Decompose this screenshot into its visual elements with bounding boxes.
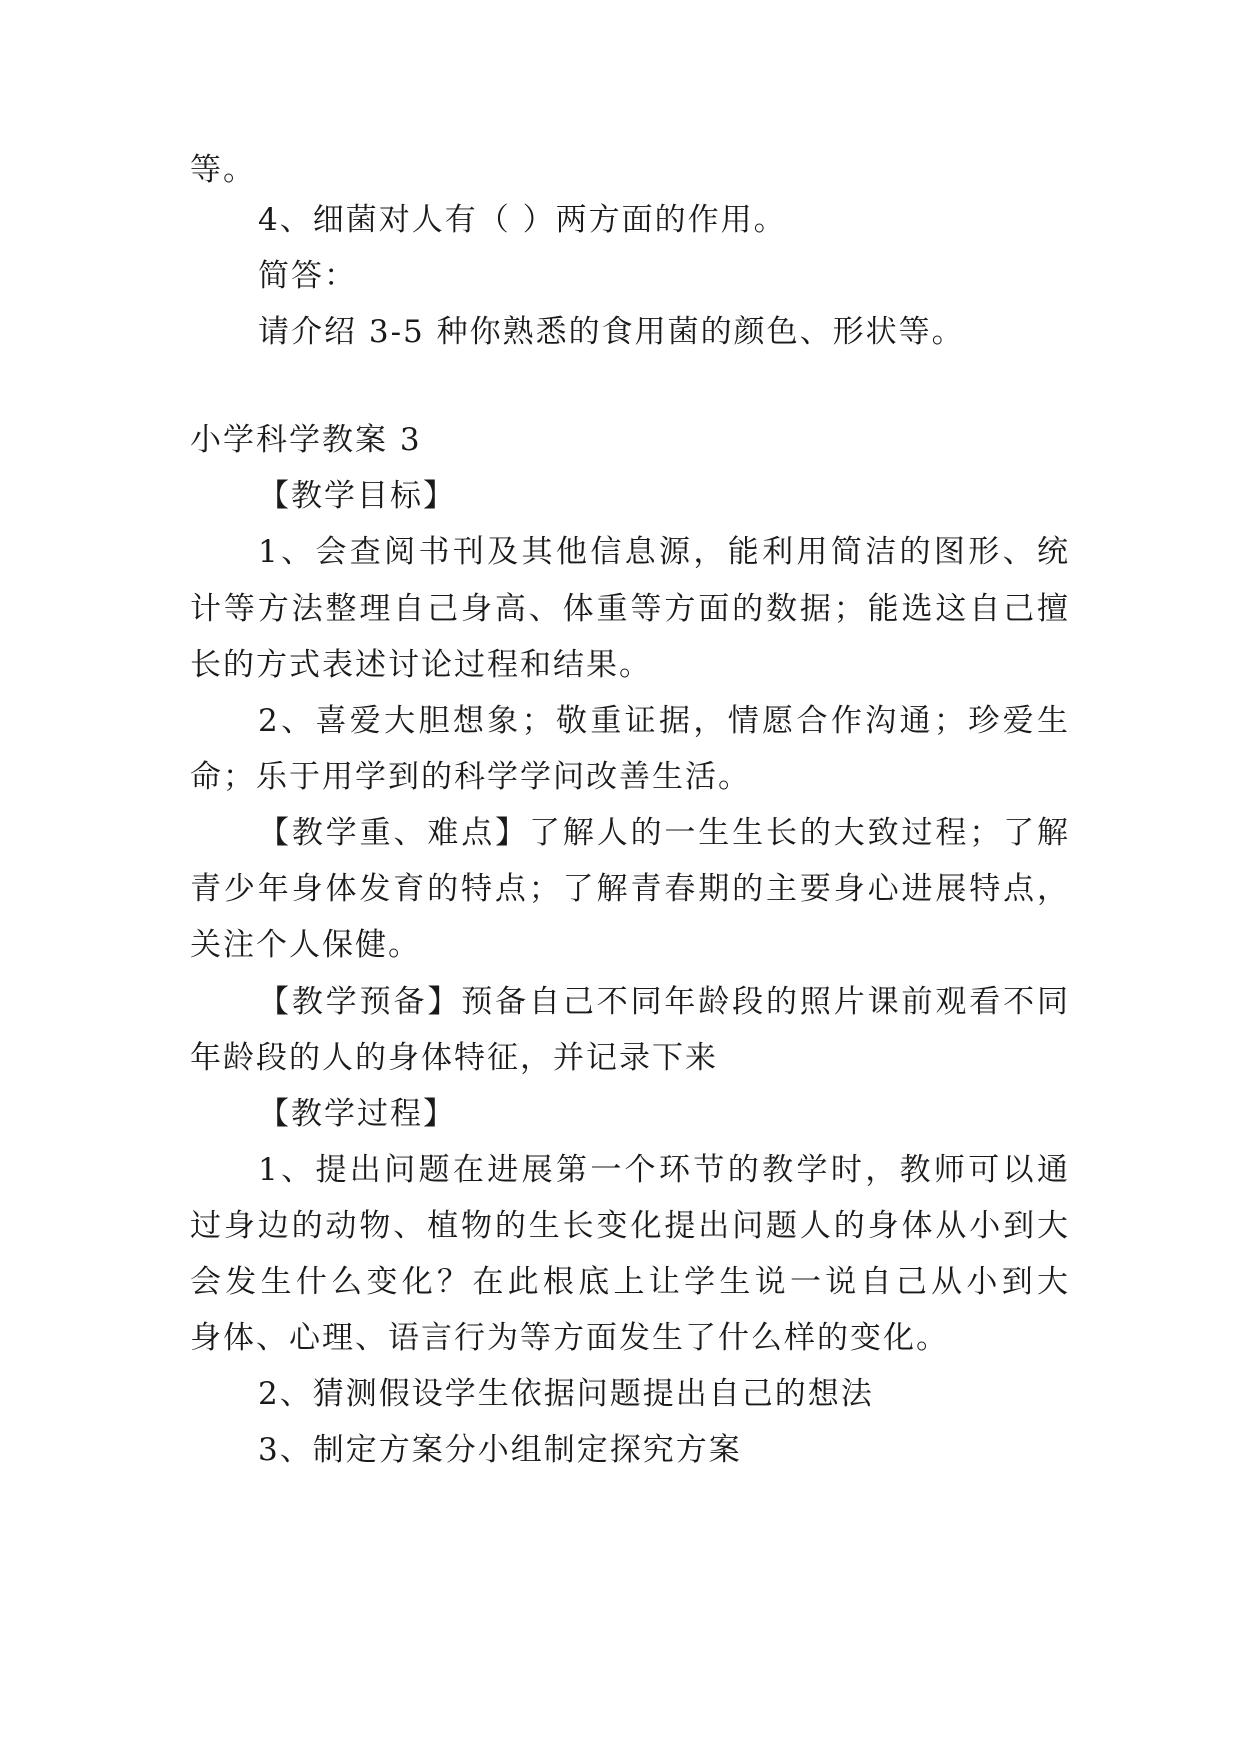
- objective-1-line: 1、会查阅书刊及其他信息源，能利用简洁的图形、统: [258, 534, 1070, 570]
- question-4: 4、细菌对人有（ ）两方面的作用。: [258, 202, 787, 238]
- preparation-line: 年龄段的人的身体特征，并记录下来: [190, 1040, 718, 1076]
- section-title: 小学科学教案 3: [190, 422, 422, 458]
- objective-2-line: 2、喜爱大胆想象；敬重证据，情愿合作沟通；珍爱生: [258, 703, 1070, 739]
- continuation-text: 等。: [190, 152, 256, 188]
- step-2: 2、猜测假设学生依据问题提出自己的想法: [258, 1376, 874, 1412]
- objective-2-line: 命；乐于用学到的科学学问改善生活。: [190, 759, 751, 795]
- process-heading: 【教学过程】: [258, 1096, 456, 1132]
- short-answer-label: 简答：: [258, 258, 357, 294]
- objectives-heading: 【教学目标】: [258, 478, 456, 514]
- step-1-line: 过身边的动物、植物的生长变化提出问题人的身体从小到大: [190, 1208, 1070, 1244]
- step-1-line: 会发生什么变化？在此根底上让学生说一说自己从小到大: [190, 1264, 1070, 1300]
- short-answer-question: 请介绍 3-5 种你熟悉的食用菌的颜色、形状等。: [258, 314, 965, 350]
- objective-1-line: 长的方式表述讨论过程和结果。: [190, 647, 652, 683]
- step-3: 3、制定方案分小组制定探究方案: [258, 1432, 742, 1468]
- step-1-line: 1、提出问题在进展第一个环节的教学时，教师可以通: [258, 1152, 1070, 1188]
- preparation-line: 【教学预备】预备自己不同年龄段的照片课前观看不同: [258, 984, 1070, 1020]
- key-points-line: 【教学重、难点】了解人的一生生长的大致过程；了解: [258, 815, 1070, 851]
- key-points-line: 关注个人保健。: [190, 927, 421, 963]
- key-points-line: 青少年身体发育的特点；了解青春期的主要身心进展特点，: [190, 871, 1070, 907]
- step-1-line: 身体、心理、语言行为等方面发生了什么样的变化。: [190, 1320, 949, 1356]
- objective-1-line: 计等方法整理自己身高、体重等方面的数据；能选这自己擅: [190, 591, 1070, 627]
